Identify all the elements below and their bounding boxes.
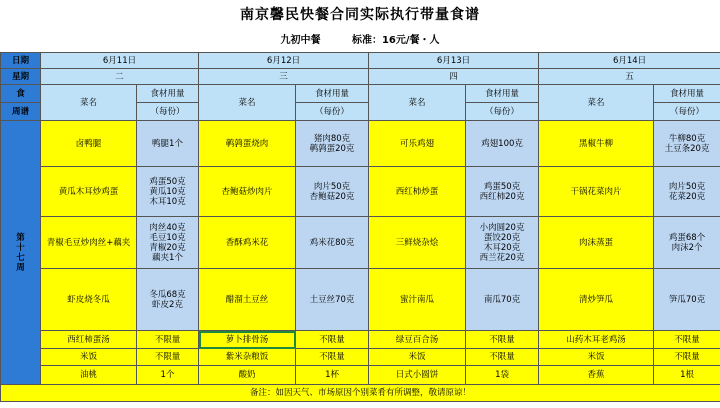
- date-label: 日期: [1, 53, 41, 69]
- amount-line: 虾皮2克: [152, 299, 183, 310]
- amount-line: 不限量: [489, 334, 515, 345]
- amount-line: 藕夹1个: [152, 252, 183, 263]
- dish-cell[interactable]: 三鲜烧杂烩: [369, 217, 466, 269]
- amount-line: 南瓜70克: [483, 294, 521, 305]
- dish-header: 菜名: [41, 85, 137, 121]
- amount-line: 不限量: [674, 352, 700, 362]
- per-serving-header: （每份）: [296, 103, 369, 121]
- dish-header: 菜名: [539, 85, 654, 121]
- amount-line: 青椒20克: [149, 242, 186, 253]
- weekday-cell: 二: [41, 69, 199, 85]
- amount-header: 食材用量: [296, 85, 369, 103]
- amount-cell[interactable]: [296, 121, 369, 167]
- amount-line: 西兰花20克: [479, 252, 525, 263]
- amount-cell[interactable]: [466, 349, 539, 366]
- amount-cell[interactable]: [654, 217, 720, 269]
- amount-cell[interactable]: [137, 331, 199, 349]
- amount-line: 肉沫2个: [671, 242, 703, 253]
- dish-cell[interactable]: 山药木耳老鸡汤: [539, 331, 654, 349]
- weekday-row: [1, 69, 720, 85]
- dish-cell[interactable]: 虾皮烧冬瓜: [41, 269, 137, 331]
- note-text: 备注：如因天气、市场原因个别菜肴有所调整，敬请原谅！: [1, 385, 720, 402]
- menu-row: [1, 121, 720, 167]
- amount-line: 土豆条20克: [664, 143, 710, 154]
- amount-line: 鸡米花80克: [309, 237, 355, 248]
- amount-line: 木耳20克: [483, 242, 521, 253]
- dish-cell[interactable]: 米饭: [41, 349, 137, 366]
- date-cell: 6月14日: [539, 53, 720, 69]
- dish-cell[interactable]: 酸奶: [199, 366, 296, 385]
- amount-line: 猪肉80克: [313, 133, 351, 144]
- weekday-cell: 五: [539, 69, 720, 85]
- amount-line: 不限量: [154, 352, 181, 362]
- amount-line: 木耳10克: [149, 196, 186, 207]
- dish-cell[interactable]: 油桃: [41, 366, 137, 385]
- dish-cell[interactable]: 醋溜土豆丝: [199, 269, 296, 331]
- title-area: [0, 0, 720, 52]
- amount-cell[interactable]: [137, 217, 199, 269]
- dish-cell[interactable]: 干锅花菜肉片: [539, 167, 654, 217]
- dish-cell[interactable]: 日式小圆饼: [369, 366, 466, 385]
- dish-cell[interactable]: 米饭: [539, 349, 654, 366]
- menu-row: [1, 331, 720, 349]
- dish-cell[interactable]: 紫米杂粮饭: [199, 349, 296, 366]
- dish-cell[interactable]: 鹌鹑蛋烧肉: [199, 121, 296, 167]
- amount-cell[interactable]: [654, 121, 720, 167]
- amount-cell[interactable]: [654, 366, 720, 385]
- amount-header: 食材用量: [137, 85, 199, 103]
- amount-cell[interactable]: [137, 121, 199, 167]
- menu-row: [1, 167, 720, 217]
- amount-line: 肉片50克: [313, 181, 351, 192]
- amount-line: 小肉圆20克: [479, 222, 525, 233]
- amount-line: 鸡蛋50克: [483, 181, 521, 192]
- amount-line: 鸡蛋68个: [668, 232, 706, 243]
- dish-cell[interactable]: 杏鲍菇炒肉片: [199, 167, 296, 217]
- menu-table: [0, 52, 720, 402]
- subtitle: [0, 31, 720, 46]
- per-serving-header: （每份）: [466, 103, 539, 121]
- amount-cell[interactable]: [466, 366, 539, 385]
- weekday-cell: 四: [369, 69, 539, 85]
- amount-cell[interactable]: [296, 217, 369, 269]
- amount-line: 肉片50克: [668, 181, 706, 192]
- dish-cell[interactable]: 青椒毛豆炒肉丝+藕夹: [41, 217, 137, 269]
- dish-cell[interactable]: 蜜汁南瓜: [369, 269, 466, 331]
- dish-cell[interactable]: 绿豆百合汤: [369, 331, 466, 349]
- amount-header: 食材用量: [654, 85, 720, 103]
- amount-cell[interactable]: [466, 331, 539, 349]
- week-menu-label: 周谱: [1, 103, 41, 121]
- dish-cell[interactable]: 西红柿蛋汤: [41, 331, 137, 349]
- amount-cell[interactable]: [654, 167, 720, 217]
- date-row: [1, 53, 720, 69]
- standard-label: 标准：16元/餐・人: [351, 35, 440, 46]
- amount-cell[interactable]: [137, 167, 199, 217]
- amount-line: 不限量: [154, 334, 181, 345]
- amount-line: 1袋: [495, 370, 509, 380]
- page-title: 南京馨民快餐合同实际执行带量食谱: [240, 7, 480, 23]
- amount-line: 不限量: [319, 352, 345, 362]
- amount-cell[interactable]: [296, 349, 369, 366]
- amount-cell[interactable]: [654, 269, 720, 331]
- amount-cell[interactable]: [466, 167, 539, 217]
- amount-cell[interactable]: [137, 269, 199, 331]
- dish-cell[interactable]: 香蕉: [539, 366, 654, 385]
- amount-cell[interactable]: [654, 349, 720, 366]
- amount-line: 西红柿20克: [479, 191, 525, 202]
- amount-cell[interactable]: [466, 121, 539, 167]
- amount-line: 不限量: [489, 352, 515, 362]
- amount-line: 黄瓜10克: [149, 186, 186, 197]
- amount-line: 不限量: [319, 334, 345, 345]
- amount-line: 毛豆10克: [149, 232, 186, 243]
- amount-line: 肉丝40克: [149, 222, 186, 233]
- amount-line: 冬瓜68克: [149, 289, 186, 300]
- note-row: [1, 385, 720, 402]
- amount-cell[interactable]: [296, 269, 369, 331]
- amount-cell[interactable]: [296, 167, 369, 217]
- amount-line: 鹌鹑蛋20克: [309, 143, 355, 154]
- menu-row: [1, 217, 720, 269]
- amount-cell[interactable]: [296, 331, 369, 349]
- amount-line: 1根: [680, 370, 695, 380]
- amount-line: 笋瓜70克: [668, 294, 706, 305]
- meal-label: 九初中餐: [280, 35, 321, 46]
- menu-row: [1, 349, 720, 366]
- dish-cell[interactable]: 肉沫蒸蛋: [539, 217, 654, 269]
- amount-line: 土豆丝70克: [309, 294, 355, 305]
- dish-cell[interactable]: 卤鸭腿: [41, 121, 137, 167]
- amount-cell[interactable]: [296, 366, 369, 385]
- amount-cell[interactable]: [466, 269, 539, 331]
- weekday-cell: 三: [199, 69, 369, 85]
- amount-cell[interactable]: [654, 331, 720, 349]
- amount-line: 鸡翅100克: [481, 138, 523, 149]
- date-cell: 6月11日: [41, 53, 199, 69]
- column-header-row-1: [1, 85, 720, 103]
- dish-cell[interactable]: 黑椒牛柳: [539, 121, 654, 167]
- dish-header: 菜名: [369, 85, 466, 121]
- amount-line: 鸡蛋50克: [149, 176, 186, 187]
- amount-line: 1个: [160, 370, 175, 380]
- menu-row: [1, 366, 720, 385]
- amount-cell[interactable]: [137, 366, 199, 385]
- week-label-text: 第十七周: [16, 232, 25, 273]
- dish-cell[interactable]: 西红柿炒蛋: [369, 167, 466, 217]
- date-cell: 6月12日: [199, 53, 369, 69]
- amount-line: 蛋饺20克: [483, 232, 521, 243]
- dish-cell[interactable]: 米饭: [369, 349, 466, 366]
- weekday-label: 星期: [1, 69, 41, 85]
- dish-cell[interactable]: 香酥鸡米花: [199, 217, 296, 269]
- food-label: 食: [1, 85, 41, 103]
- date-cell: 6月13日: [369, 53, 539, 69]
- dish-cell[interactable]: 可乐鸡翅: [369, 121, 466, 167]
- amount-line: 花菜20克: [668, 191, 706, 202]
- dish-cell[interactable]: 清炒笋瓜: [539, 269, 654, 331]
- dish-cell[interactable]: 黄瓜木耳炒鸡蛋: [41, 167, 137, 217]
- amount-line: 牛柳80克: [668, 133, 706, 144]
- dish-header: 菜名: [199, 85, 296, 121]
- amount-line: 鸭腿1个: [152, 138, 183, 149]
- amount-header: 食材用量: [466, 85, 539, 103]
- per-serving-header: （每份）: [137, 103, 199, 121]
- dish-cell[interactable]: 萝卜排骨汤: [199, 331, 296, 349]
- amount-cell[interactable]: [466, 217, 539, 269]
- menu-row: [1, 269, 720, 331]
- amount-line: 1杯: [325, 370, 339, 380]
- per-serving-header: （每份）: [654, 103, 720, 121]
- week-label: [1, 121, 41, 385]
- amount-cell[interactable]: [137, 349, 199, 366]
- amount-line: 杏鲍菇20克: [309, 191, 355, 202]
- amount-line: 不限量: [674, 334, 700, 345]
